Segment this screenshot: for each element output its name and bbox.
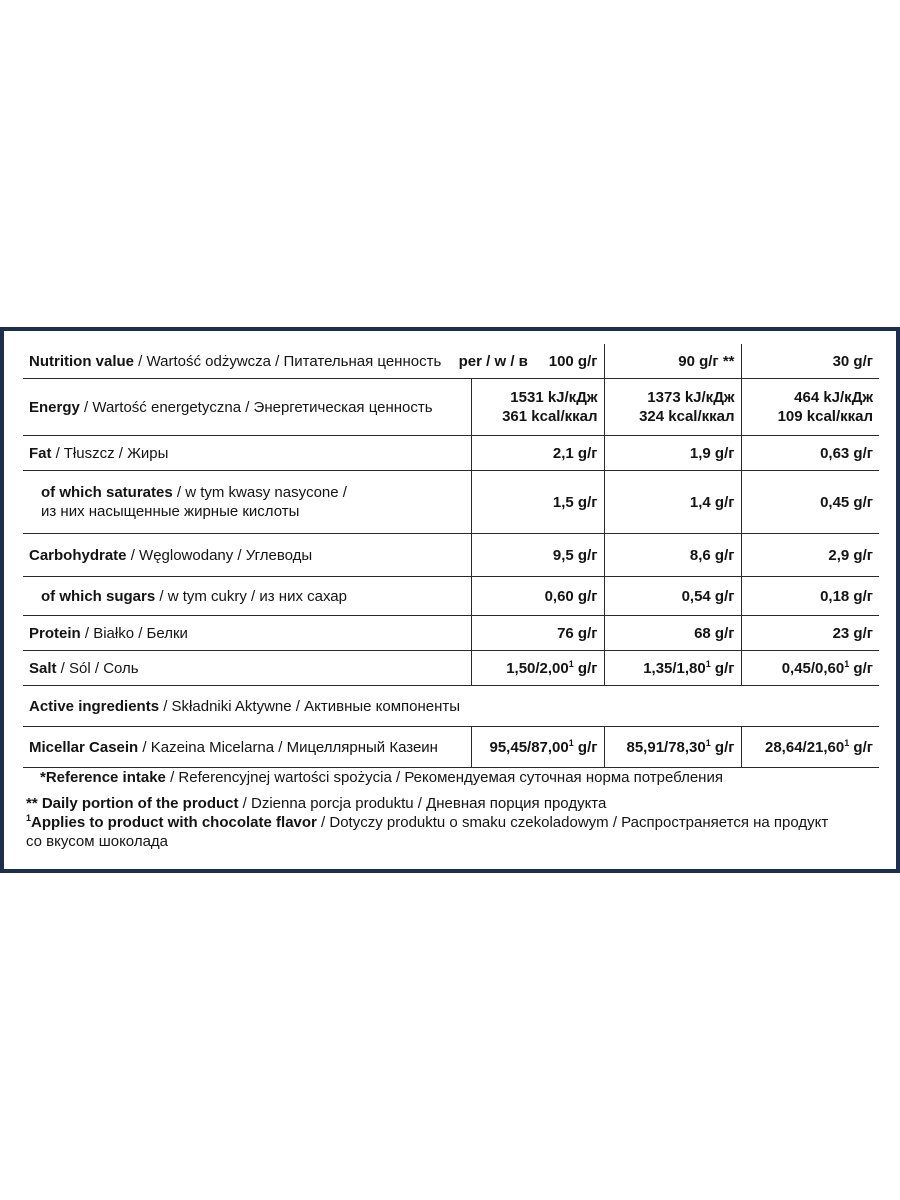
fat-label-cell [23,436,471,471]
active-ingredients-label: Active ingredients [29,697,160,715]
footnote-applies-label: Applies to product with chocolate flavor [31,814,317,831]
energy-90g-kj: 1373 kJ/кДж [647,389,735,406]
energy-30g-kj: 464 kJ/кДж [794,389,874,406]
table-row-active-ingredients [23,686,879,727]
header-per-label: per / w / в [458,352,528,370]
salt-90g-cell [604,651,741,686]
header-title: Nutrition value [29,352,135,370]
salt-90g: 1,35/1,80 [643,659,706,677]
protein-30g: 23 g/г [741,616,879,651]
casein-30g-footnote-mark: 1 [844,737,850,748]
fat-label-translations: / Tłuszcz / Жиры [51,444,169,462]
casein-30g-unit: g/г [849,738,874,756]
salt-30g-cell [741,651,879,686]
saturates-label-cell [23,471,471,534]
casein-label: Micellar Casein [29,738,139,756]
header-title-cell [23,344,604,379]
casein-100g-unit: g/г [573,738,598,756]
salt-30g: 0,45/0,60 [781,659,845,677]
energy-label: Energy [29,398,80,416]
salt-30g-footnote-mark: 1 [844,658,850,669]
footnote-chocolate-flavor [26,813,886,851]
saturates-100g: 1,5 g/г [471,471,604,534]
active-ingredients-cell [23,686,879,727]
carbohydrate-label-cell [23,534,471,577]
casein-90g-cell [604,727,741,768]
footnote-applies-mark: 1 [26,813,32,823]
fat-label: Fat [29,444,52,462]
header-col-90g: 90 g/г ** [604,344,741,379]
footnote-reference-intake [26,768,886,787]
header-col-30g: 30 g/г [741,344,879,379]
carbohydrate-100g: 9,5 g/г [471,534,604,577]
protein-label-cell [23,616,471,651]
sugars-30g: 0,18 g/г [741,577,879,616]
table-header-row [23,344,879,379]
protein-label: Protein [29,624,81,642]
sugars-label-translations: / w tym cukry / из них сахар [155,587,347,605]
salt-100g: 1,50/2,00 [506,659,569,677]
footnote-reference-label: *Reference intake [40,769,166,786]
energy-100g-cell [471,379,604,436]
table-row-energy [23,379,879,436]
table-row-fat [23,436,879,471]
fat-30g: 0,63 g/г [741,436,879,471]
salt-100g-cell [471,651,604,686]
protein-100g: 76 g/г [471,616,604,651]
sugars-label: of which sugars [41,587,156,605]
footnote-applies-line2: со вкусом шоколада [26,833,169,850]
casein-90g: 85,91/78,30 [626,738,706,756]
energy-30g-cell [741,379,879,436]
table-row-sugars [23,577,879,616]
carbohydrate-30g: 2,9 g/г [741,534,879,577]
energy-30g-kcal: 109 kcal/ккал [777,408,874,425]
nutrition-table [23,344,879,768]
header-title-translations: / Wartość odżywcza / Питательная ценность [134,352,442,370]
header-col-100g: 100 g/г [548,352,598,370]
protein-90g: 68 g/г [604,616,741,651]
energy-label-cell [23,379,471,436]
salt-90g-footnote-mark: 1 [705,658,711,669]
energy-100g-kcal: 361 kcal/ккал [502,408,598,425]
active-ingredients-translations: / Składniki Aktywne / Активные компоненты [159,697,461,715]
energy-100g-kj: 1531 kJ/кДж [510,389,598,406]
saturates-label-line2: из них насыщенные жирные кислоты [41,503,300,520]
table-row-micellar-casein [23,727,879,768]
nutrition-label-panel [0,327,900,873]
sugars-100g: 0,60 g/г [471,577,604,616]
sugars-label-cell [23,577,471,616]
footnote-applies-text: / Dotyczy produktu o smaku czekoladowym / Распространяется на продукт [316,814,829,831]
fat-90g: 1,9 g/г [604,436,741,471]
saturates-label-translations: / w tym kwasy nasycone / [172,484,347,501]
casein-90g-unit: g/г [710,738,735,756]
protein-label-translations: / Białko / Белки [80,624,188,642]
salt-label-translations: / Sól / Соль [56,659,139,677]
salt-100g-unit: g/г [573,659,598,677]
casein-30g-cell [741,727,879,768]
footnote-daily-portion [26,794,886,813]
energy-90g-cell [604,379,741,436]
saturates-label: of which saturates [41,484,173,501]
casein-label-cell [23,727,471,768]
footnote-daily-label: ** Daily portion of the product [26,795,239,812]
casein-30g: 28,64/21,60 [765,738,845,756]
casein-100g-cell [471,727,604,768]
salt-label-cell [23,651,471,686]
sugars-90g: 0,54 g/г [604,577,741,616]
table-row-carbohydrate [23,534,879,577]
casein-100g: 95,45/87,00 [489,738,569,756]
salt-30g-unit: g/г [849,659,874,677]
carbohydrate-label: Carbohydrate [29,546,127,564]
table-row-saturates [23,471,879,534]
carbohydrate-90g: 8,6 g/г [604,534,741,577]
carbohydrate-label-translations: / Węglowodany / Углеводы [126,546,313,564]
casein-label-translations: / Kazeina Micelarna / Мицеллярный Казеин [138,738,438,756]
casein-100g-footnote-mark: 1 [568,737,574,748]
casein-90g-footnote-mark: 1 [705,737,711,748]
salt-90g-unit: g/г [710,659,735,677]
footnote-reference-text: / Referencyjnej wartości spożycia / Рекомендуемая суточная норма потребления [165,769,723,786]
saturates-90g: 1,4 g/г [604,471,741,534]
fat-100g: 2,1 g/г [471,436,604,471]
saturates-30g: 0,45 g/г [741,471,879,534]
table-row-protein [23,616,879,651]
salt-label: Salt [29,659,57,677]
energy-label-translations: / Wartość energetyczna / Энергетическая ценность [79,398,433,416]
table-row-salt [23,651,879,686]
footnote-daily-text: / Dzienna porcja produktu / Дневная порция продукта [238,795,607,812]
salt-100g-footnote-mark: 1 [568,658,574,669]
footnotes [26,768,886,851]
energy-90g-kcal: 324 kcal/ккал [639,408,735,425]
